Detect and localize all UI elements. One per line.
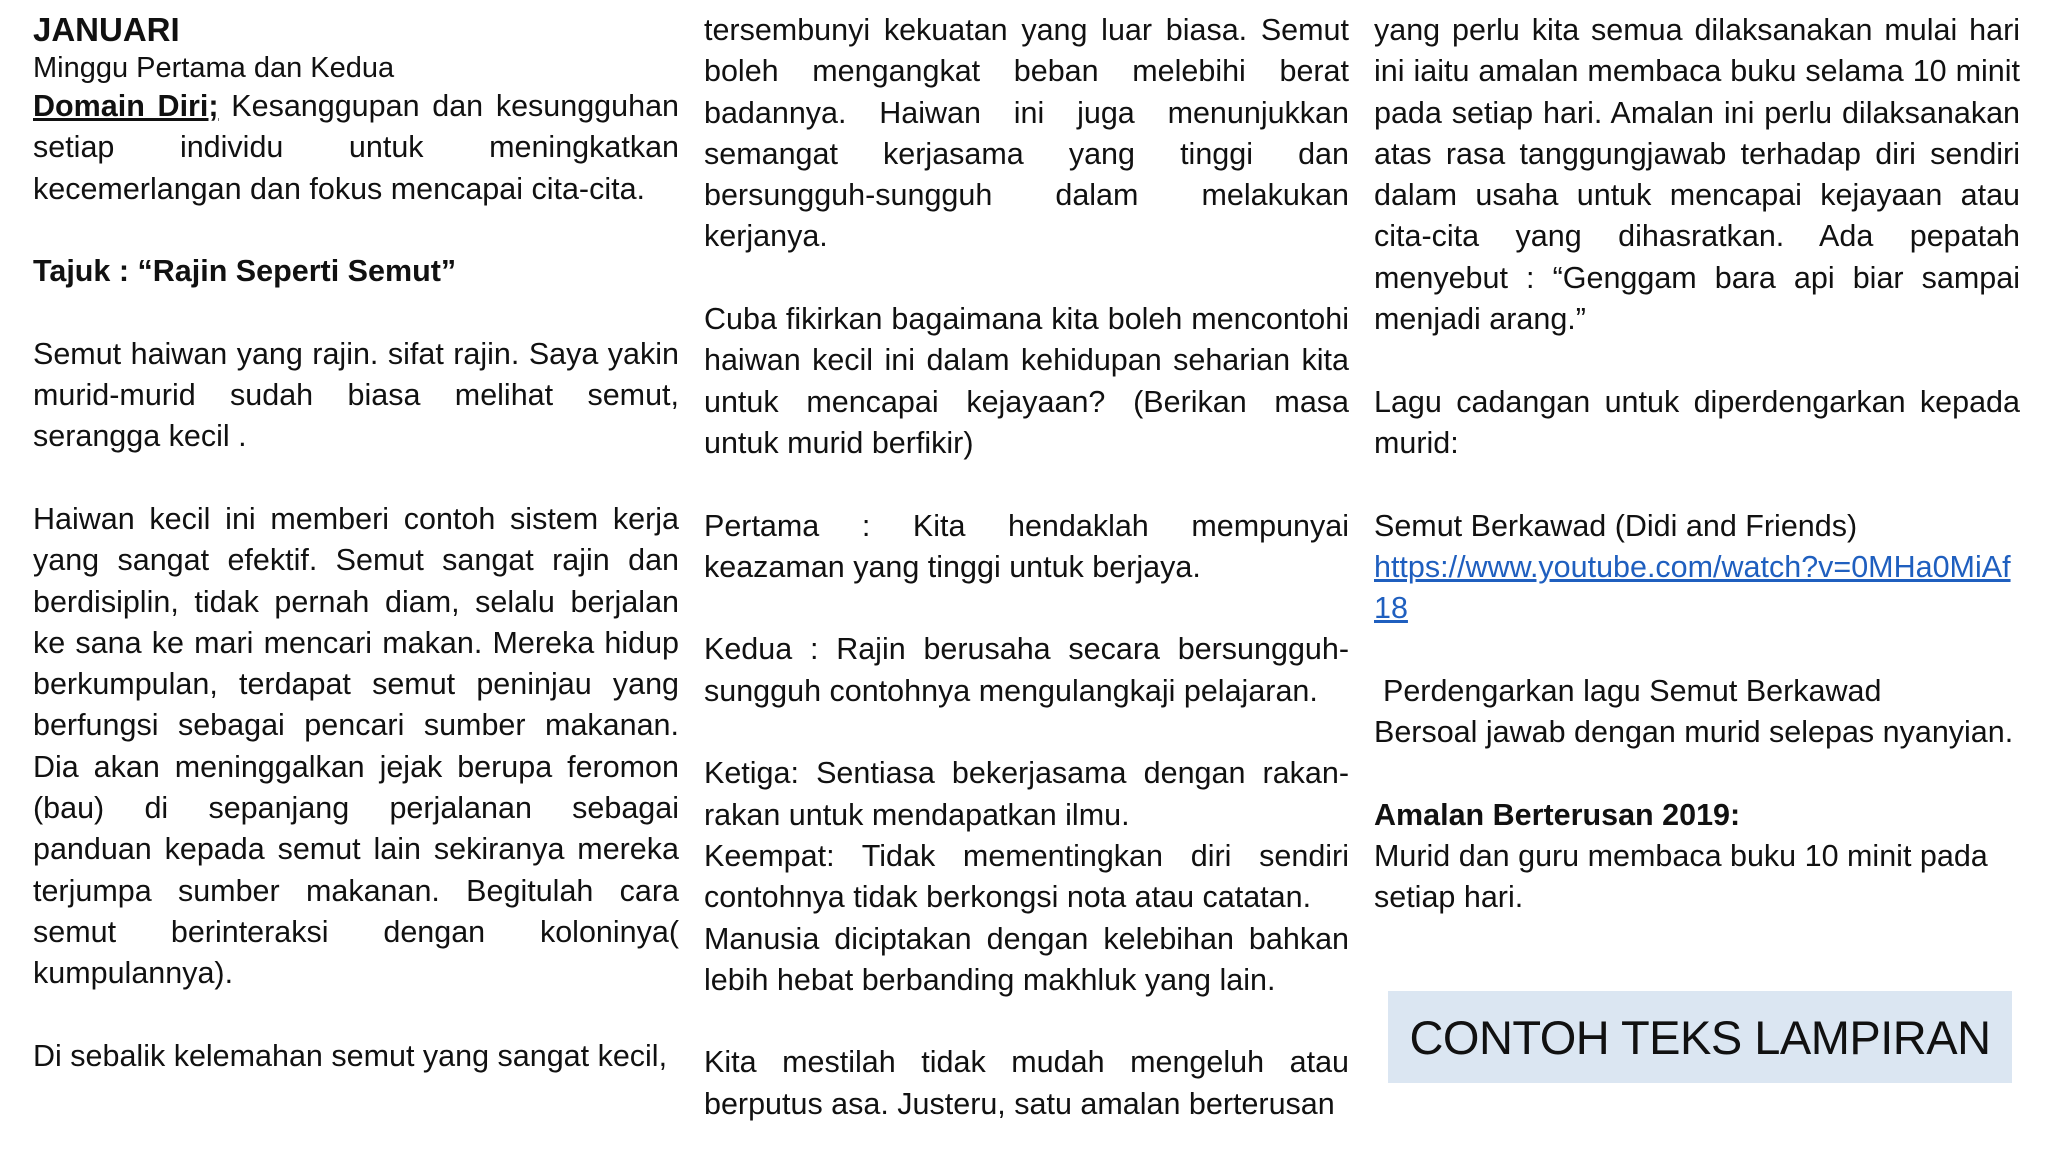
point-first: Pertama : Kita hendaklah mempunyai keazaman yang tinggi untuk berjaya. <box>704 508 1349 584</box>
domain-label: Domain Diri; <box>33 89 219 123</box>
sample-label-box <box>1388 991 2012 1083</box>
column-2 <box>704 10 1349 1125</box>
topic-title: Tajuk : “Rajin Seperti Semut” <box>33 254 457 289</box>
domain-paragraph <box>33 86 679 210</box>
col1-paragraph-1: Semut haiwan yang rajin. sifat rajin. Saya yakin murid-murid sudah biasa melihat semut, serangga kecil . <box>33 336 679 454</box>
column-1 <box>33 10 679 1077</box>
practice-text: Murid dan guru membaca buku 10 minit pada setiap hari. <box>1374 838 1988 915</box>
col2-paragraph-last: Kita mestilah tidak mudah mengeluh atau berputus asa. Justeru, satu amalan berterusan <box>704 1045 1349 1121</box>
domain-text: Kesanggupan dan kesungguhan setiap individu untuk meningkatkan kecemerlangan dan fokus mencapai cita-cita. <box>33 89 679 206</box>
youtube-link[interactable]: https://www.youtube.com/watch?v=0MHa0MiAf18 <box>1374 549 2011 626</box>
col2-paragraph-2: Cuba fikirkan bagaimana kita boleh mencontohi haiwan kecil ini dalam kehidupan seharian kita untuk mencapai kejayaan? (Berikan masa untuk murid berfikir) <box>704 302 1349 460</box>
column-3 <box>1374 10 2020 919</box>
song-title: Semut Berkawad (Didi and Friends) <box>1374 508 1858 543</box>
weeks-subheading: Minggu Pertama dan Kedua <box>33 52 395 84</box>
col2-paragraph-human: Manusia diciptakan dengan kelebihan bahkan lebih hebat berbanding makhluk yang lain. <box>704 921 1349 997</box>
sample-label-text: CONTOH TEKS LAMPIRAN <box>1409 1010 1991 1064</box>
month-heading: JANUARI <box>33 11 180 48</box>
instruction-discuss: Bersoal jawab dengan murid selepas nyanyian. <box>1374 715 2014 750</box>
practice-title: Amalan Berterusan 2019: <box>1374 797 1741 832</box>
col1-paragraph-3: Di sebalik kelemahan semut yang sangat kecil, <box>33 1038 668 1073</box>
point-third: Ketiga: Sentiasa bekerjasama dengan rakan-rakan untuk mendapatkan ilmu. <box>704 756 1349 832</box>
col2-paragraph-1: tersembunyi kekuatan yang luar biasa. Semut boleh mengangkat beban melebihi berat badannya. Haiwan ini juga menunjukkan semangat kerjasama yang tinggi dan bersungguh-sungguh dalam melakukan kerjanya. <box>704 13 1349 254</box>
point-second: Kedua : Rajin berusaha secara bersungguh-sungguh contohnya mengulangkaji pelajaran. <box>704 632 1349 708</box>
instruction-play: Perdengarkan lagu Semut Berkawad <box>1383 673 1882 708</box>
point-fourth: Keempat: Tidak mementingkan diri sendiri contohnya tidak berkongsi nota atau catatan. <box>704 838 1349 915</box>
col1-paragraph-2: Haiwan kecil ini memberi contoh sistem kerja yang sangat efektif. Semut sangat rajin dan berdisiplin, tidak pernah diam, selalu berjalan ke sana ke mari mencari makan. Mereka hidup berkumpulan, terdapat semut peninjau yang berfungsi sebagai pencari sumber makanan. Dia akan meninggalkan jejak berupa feromon (bau) di sepanjang perjalanan sebagai panduan kepada semut lain sekiranya mereka terjumpa sumber makanan. Begitulah cara semut berinteraksi dengan koloninya( kumpulannya). <box>33 501 679 991</box>
col3-paragraph-1: yang perlu kita semua dilaksanakan mulai hari ini iaitu amalan membaca buku selama 10 minit pada setiap hari. Amalan ini perlu dilaksanakan atas rasa tanggungjawab terhadap diri sendiri dalam usaha untuk mencapai kejayaan atau cita-cita yang dihasratkan. Ada pepatah menyebut : “Genggam bara api biar sampai menjadi arang.” <box>1374 13 2020 337</box>
song-suggestion: Lagu cadangan untuk diperdengarkan kepada murid: <box>1374 384 2020 460</box>
